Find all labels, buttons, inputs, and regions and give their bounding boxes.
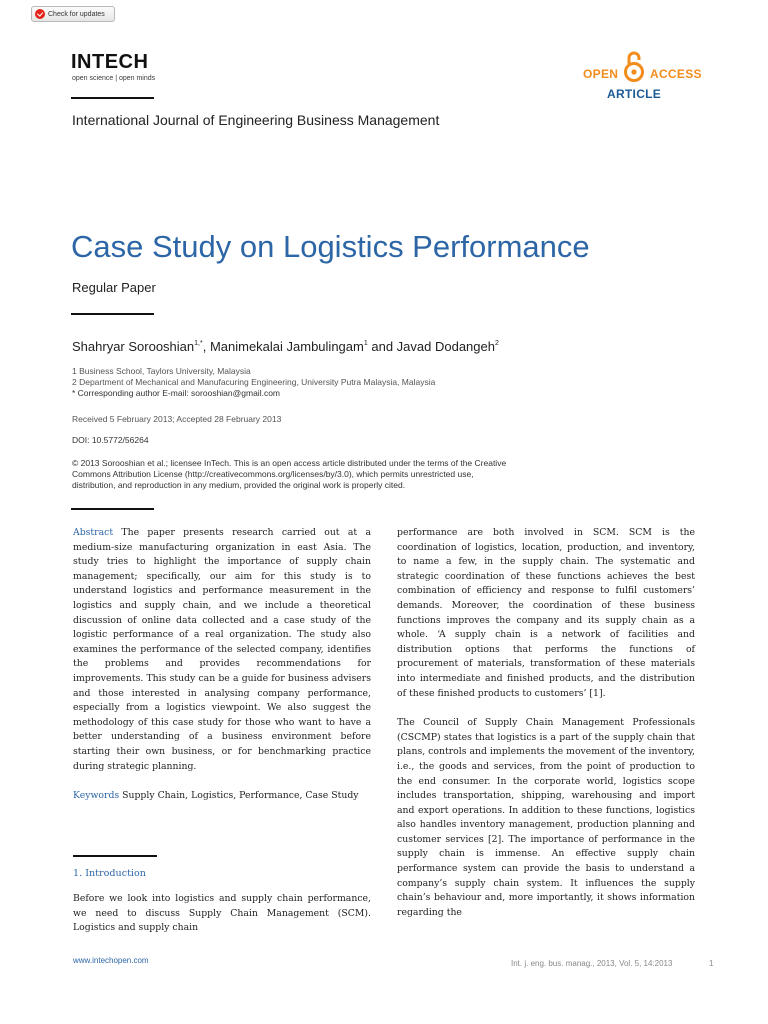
open-access-access: ACCESS (650, 67, 702, 81)
footer-url-link[interactable]: www.intechopen.com (73, 956, 149, 965)
section-heading-introduction: 1. Introduction (73, 868, 146, 879)
affiliation: 2 Department of Mechanical and Manufacuring Engineering, University Putra Malaysia, Malaysia (72, 377, 436, 387)
page-number: 1 (709, 959, 714, 968)
abstract-section (73, 526, 371, 804)
received-accepted-dates: Received 5 February 2013; Accepted 28 February 2013 (72, 414, 282, 424)
abstract-text: The paper presents research carried out at a medium-size manufacturing organization in east Asia. The study tries to highlight the importance of supply chain management; specifically, our aim for this study is to understand logistics and performance measurement in the logistics and supply chain, and we include a theoretical discussion of online data collected and a case study of the logistic performance of a real organization. The study also examines the performance of the selected company, identifies the problems and provides recommendations for improvements. This study can be a guide for business advisers and those interested in analysing company performance, especially from a logistics viewpoint. We also suggest the methodology of this case study for those who want to have a better understanding of a business environment before starting their own business, or for benchmarking practice during strategic planning. (73, 527, 371, 772)
title-divider (71, 313, 154, 315)
author-affiliation-mark: 1,* (194, 340, 203, 347)
body-paragraph: performance are both involved in SCM. SCM is the coordination of logistics, location, production, and inventory, to name a few, in the supply chain. The systematic and strategic coordination of these functions achieves the best combination of efficiency and response to fulfil customers’ demands. Moreover, the coordination of these business functions improves the company and its supply chain as a whole. ‘A supply chain is a network of facilities and distribution options that performs the functions of procurement of materials, transformation of these materials into intermediate and finished products, and the distribution of these finished products to customers’ [1]. (397, 527, 695, 699)
author-separator: , (202, 339, 210, 354)
paper-title: Case Study on Logistics Performance (71, 229, 590, 264)
abstract-paragraph (73, 526, 371, 774)
license-line: © 2013 Sorooshian et al.; licensee InTech. This is an open access article distributed under the terms of the Creative (72, 458, 507, 468)
license-line: distribution, and reproduction in any medium, provided the original work is properly cited. (72, 480, 406, 490)
body-paragraph: Before we look into logistics and supply chain performance, we need to discuss Supply Chain Management (SCM). Logistics and supply chain (73, 893, 371, 934)
open-access-lock-icon (622, 50, 646, 83)
paper-type: Regular Paper (72, 280, 156, 295)
introduction-text (73, 892, 371, 936)
doi: DOI: 10.5772/56264 (72, 435, 149, 445)
affiliation: 1 Business School, Taylors University, Malaysia (72, 366, 251, 376)
license-notice (72, 458, 506, 491)
author-name: Shahryar Sorooshian (72, 339, 195, 354)
author-list (72, 339, 499, 354)
keywords-label: Keywords (73, 790, 120, 802)
author-separator: and (367, 339, 397, 354)
check-for-updates-button[interactable] (31, 6, 115, 22)
publisher-logo: INTECH (71, 51, 149, 73)
section-divider (73, 855, 157, 857)
logo-divider (71, 97, 154, 99)
publisher-tagline: open science | open minds (72, 75, 156, 82)
abstract-label: Abstract (73, 527, 114, 538)
check-for-updates-label: Check for updates (48, 10, 105, 18)
author-affiliation-mark: 1 (363, 340, 368, 347)
check-icon (35, 9, 45, 19)
body-paragraph: The Council of Supply Chain Management Professionals (CSCMP) states that logistics is a part of the supply chain that plans, controls and implements the movement of the inventory, i.e., the goods and services, from the point of production to the end consumer. In the corporate world, logistics scope includes transportation, shipping, warehousing and import and export operations. In addition to these functions, logistics also handles inventory management, production planning and customer services [2]. The importance of performance in the supply chain is immense. An effective supply chain performance system can provide the basis to understand a company’s supply chain system. It influences the supply chain’s behaviour and, more importantly, it shows information regarding the (397, 717, 695, 918)
corresponding-author: * Corresponding author E-mail: sorooshian@gmail.com (72, 388, 281, 398)
author-name: Javad Dodangeh (396, 339, 495, 354)
license-line: Commons Attribution License (http://creativecommons.org/licenses/by/3.0), which permits unrestricted use, (72, 469, 474, 479)
journal-name: International Journal of Engineering Business Management (72, 112, 440, 128)
open-access-open: OPEN (583, 67, 619, 81)
keywords-paragraph (73, 789, 371, 804)
author-affiliation-mark: 2 (494, 340, 499, 347)
header-divider (71, 508, 154, 510)
right-column (397, 526, 695, 920)
article-label: ARTICLE (607, 87, 662, 101)
keywords-text: Supply Chain, Logistics, Performance, Case Study (119, 790, 359, 802)
author-name: Manimekalai Jambulingam (209, 339, 364, 354)
footer-citation: Int. j. eng. bus. manag., 2013, Vol. 5, 14:2013 (511, 959, 673, 968)
